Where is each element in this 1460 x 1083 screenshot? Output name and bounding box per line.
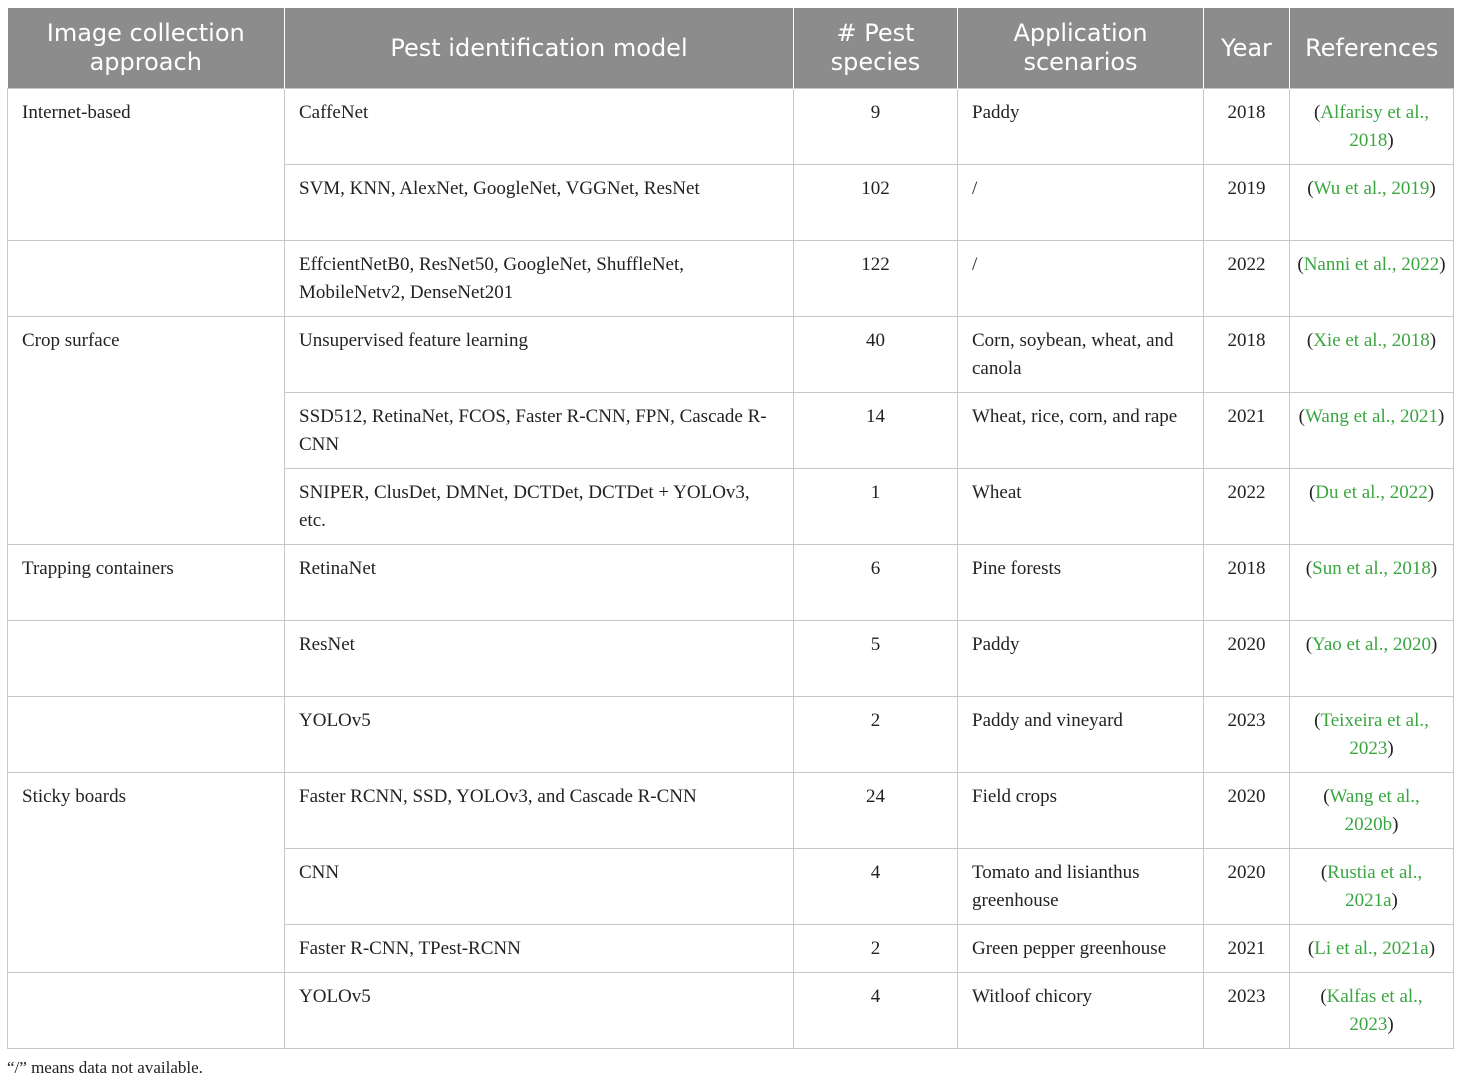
cell-reference: (Wu et al., 2019)	[1290, 165, 1454, 241]
cell-year: 2021	[1204, 393, 1290, 469]
cell-model: ResNet	[285, 621, 794, 697]
header-references: References	[1290, 8, 1454, 89]
cell-species: 24	[794, 773, 958, 849]
cell-scenario: /	[958, 241, 1204, 317]
cell-reference: (Du et al., 2022)	[1290, 469, 1454, 545]
table-footnote: “/” means data not available.	[7, 1058, 203, 1077]
cell-reference: (Kalfas et al., 2023)	[1290, 973, 1454, 1049]
cell-species: 40	[794, 317, 958, 393]
header-scenarios: Application scenarios	[958, 8, 1204, 89]
cell-model: SNIPER, ClusDet, DMNet, DCTDet, DCTDet + YOLOv3, etc.	[285, 469, 794, 545]
cell-model: SSD512, RetinaNet, FCOS, Faster R-CNN, FPN, Cascade R-CNN	[285, 393, 794, 469]
cell-approach: Internet-based	[8, 89, 285, 241]
reference-link[interactable]: Li et al., 2021a	[1314, 938, 1429, 959]
cell-approach	[8, 621, 285, 697]
cell-year: 2018	[1204, 545, 1290, 621]
cell-approach	[8, 241, 285, 317]
table-row	[8, 89, 1454, 165]
cell-species: 2	[794, 925, 958, 973]
table-row	[8, 241, 1454, 317]
header-approach: Image collection approach	[8, 8, 285, 89]
reference-link[interactable]: Wang et al., 2021	[1304, 406, 1439, 427]
cell-model: SVM, KNN, AlexNet, GoogleNet, VGGNet, ResNet	[285, 165, 794, 241]
reference-link[interactable]: Yao et al., 2020	[1312, 634, 1431, 655]
cell-species: 102	[794, 165, 958, 241]
cell-scenario: Witloof chicory	[958, 973, 1204, 1049]
cell-year: 2019	[1204, 165, 1290, 241]
cell-model: CaffeNet	[285, 89, 794, 165]
reference-link[interactable]: Teixeira et al., 2023	[1320, 710, 1429, 759]
header-model: Pest identification model	[285, 8, 794, 89]
cell-species: 2	[794, 697, 958, 773]
cell-model: YOLOv5	[285, 973, 794, 1049]
cell-species: 9	[794, 89, 958, 165]
cell-species: 6	[794, 545, 958, 621]
reference-link[interactable]: Rustia et al., 2021a	[1327, 862, 1423, 911]
cell-year: 2022	[1204, 469, 1290, 545]
header-row	[8, 8, 1454, 89]
cell-year: 2018	[1204, 317, 1290, 393]
cell-scenario: Paddy	[958, 621, 1204, 697]
cell-reference: (Li et al., 2021a)	[1290, 925, 1454, 973]
cell-scenario: Tomato and lisianthus greenhouse	[958, 849, 1204, 925]
cell-species: 5	[794, 621, 958, 697]
cell-scenario: Field crops	[958, 773, 1204, 849]
cell-model: Unsupervised feature learning	[285, 317, 794, 393]
reference-link[interactable]: Du et al., 2022	[1315, 482, 1428, 503]
cell-reference: (Rustia et al., 2021a)	[1290, 849, 1454, 925]
cell-year: 2022	[1204, 241, 1290, 317]
header-year: Year	[1204, 8, 1290, 89]
reference-link[interactable]: Wu et al., 2019	[1313, 178, 1430, 199]
cell-approach	[8, 697, 285, 773]
cell-species: 4	[794, 973, 958, 1049]
cell-model: Faster RCNN, SSD, YOLOv3, and Cascade R-CNN	[285, 773, 794, 849]
header-species: # Pest species	[794, 8, 958, 89]
cell-reference: (Yao et al., 2020)	[1290, 621, 1454, 697]
cell-scenario: Wheat	[958, 469, 1204, 545]
cell-year: 2023	[1204, 973, 1290, 1049]
cell-reference: (Alfarisy et al., 2018)	[1290, 89, 1454, 165]
reference-link[interactable]: Sun et al., 2018	[1312, 558, 1431, 579]
table-row	[8, 317, 1454, 393]
table-row	[8, 545, 1454, 621]
cell-reference: (Wang et al., 2021)	[1290, 393, 1454, 469]
cell-model: RetinaNet	[285, 545, 794, 621]
cell-reference: (Nanni et al., 2022)	[1290, 241, 1454, 317]
cell-model: CNN	[285, 849, 794, 925]
cell-species: 122	[794, 241, 958, 317]
cell-scenario: Paddy	[958, 89, 1204, 165]
cell-year: 2020	[1204, 773, 1290, 849]
cell-scenario: Paddy and vineyard	[958, 697, 1204, 773]
cell-scenario: Green pepper greenhouse	[958, 925, 1204, 973]
cell-approach: Sticky boards	[8, 773, 285, 973]
cell-year: 2021	[1204, 925, 1290, 973]
cell-reference: (Xie et al., 2018)	[1290, 317, 1454, 393]
cell-year: 2023	[1204, 697, 1290, 773]
cell-scenario: /	[958, 165, 1204, 241]
cell-year: 2018	[1204, 89, 1290, 165]
cell-approach	[8, 973, 285, 1049]
cell-model: Faster R-CNN, TPest-RCNN	[285, 925, 794, 973]
cell-species: 14	[794, 393, 958, 469]
reference-link[interactable]: Xie et al., 2018	[1313, 330, 1430, 351]
cell-reference: (Sun et al., 2018)	[1290, 545, 1454, 621]
cell-reference: (Teixeira et al., 2023)	[1290, 697, 1454, 773]
table-row	[8, 773, 1454, 849]
cell-model: YOLOv5	[285, 697, 794, 773]
cell-species: 1	[794, 469, 958, 545]
reference-link[interactable]: Wang et al., 2020b	[1329, 786, 1420, 835]
cell-scenario: Wheat, rice, corn, and rape	[958, 393, 1204, 469]
reference-link[interactable]: Nanni et al., 2022	[1303, 254, 1440, 275]
cell-approach: Trapping containers	[8, 545, 285, 621]
cell-model: EffcientNetB0, ResNet50, GoogleNet, ShuffleNet, MobileNetv2, DenseNet201	[285, 241, 794, 317]
cell-year: 2020	[1204, 621, 1290, 697]
cell-approach: Crop surface	[8, 317, 285, 545]
cell-species: 4	[794, 849, 958, 925]
table-row	[8, 697, 1454, 773]
reference-link[interactable]: Alfarisy et al., 2018	[1320, 102, 1429, 151]
table-row	[8, 973, 1454, 1049]
cell-scenario: Corn, soybean, wheat, and canola	[958, 317, 1204, 393]
cell-year: 2020	[1204, 849, 1290, 925]
reference-link[interactable]: Kalfas et al., 2023	[1326, 986, 1423, 1035]
cell-scenario: Pine forests	[958, 545, 1204, 621]
pest-identification-table	[7, 8, 1454, 1049]
table-container	[7, 8, 1453, 1049]
table-row	[8, 621, 1454, 697]
cell-reference: (Wang et al., 2020b)	[1290, 773, 1454, 849]
